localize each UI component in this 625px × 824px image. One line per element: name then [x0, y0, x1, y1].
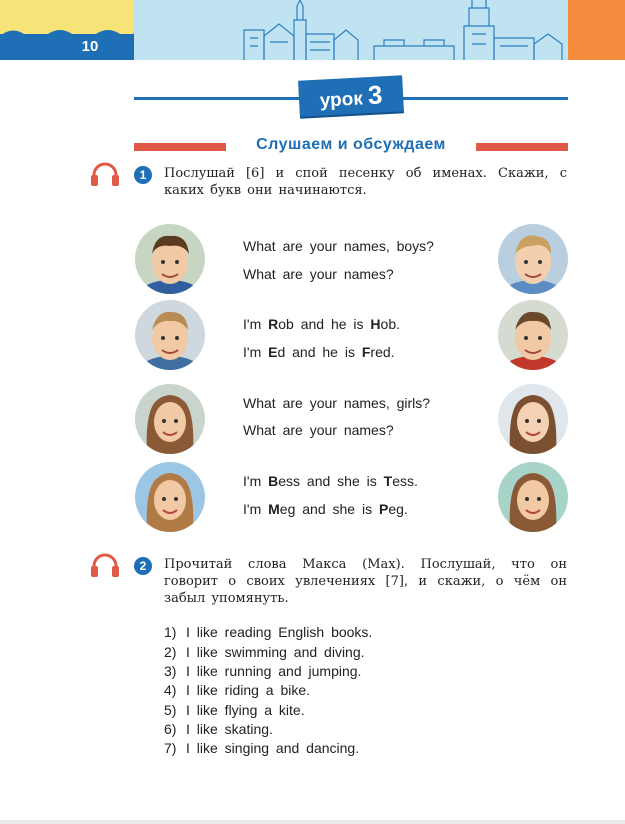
boy-avatar: [498, 224, 568, 294]
header-right-block: [568, 0, 625, 60]
boy-avatar: [498, 300, 568, 370]
girl-avatar: [498, 462, 568, 532]
boy-avatar: [135, 224, 205, 294]
lesson-number: 3: [367, 79, 384, 111]
header-city-illustration: [134, 0, 568, 60]
headphones-icon: [90, 552, 120, 578]
page-bottom-edge: [0, 820, 625, 824]
list-item: 3) I like running and jumping.: [164, 663, 362, 679]
list-item: 4) I like riding a bike.: [164, 682, 311, 698]
dialog-line: I'm Bess and she is Tess.: [243, 473, 418, 489]
girl-avatar: [135, 462, 205, 532]
lesson-title: [298, 75, 404, 116]
girl-avatar: [135, 384, 205, 454]
headphones-icon: [90, 161, 120, 187]
dialog-line: I'm Ed and he is Fred.: [243, 344, 395, 360]
dialog-line: What are your names?: [243, 266, 394, 282]
boy-avatar: [135, 300, 205, 370]
section-title: Слушаем и обсуждаем: [256, 136, 446, 153]
list-item: 1) I like reading English books.: [164, 624, 373, 640]
dialog-line: What are your names, boys?: [243, 238, 434, 254]
girl-avatar: [498, 384, 568, 454]
list-item: 5) I like flying a kite.: [164, 702, 305, 718]
lesson-word: урок: [319, 88, 364, 112]
section-bar-left: [134, 143, 226, 151]
page-number: 10: [81, 38, 99, 55]
list-item: 6) I like skating.: [164, 721, 273, 737]
dialog-line: I'm Meg and she is Peg.: [243, 501, 408, 517]
section-bar-right: [476, 143, 568, 151]
exercise-instructions: Прочитай слова Макса (Max). Послушай, что он говорит о своих увлечениях [7], и скажи, о чём он забыл упомянуть.: [164, 557, 567, 606]
dialog-line: I'm Rob and he is Hob.: [243, 316, 401, 332]
exercise-number: 1: [134, 166, 152, 184]
exercise-instructions: Послушай [6] и спой песенку об именах. Скажи, с каких букв они начинаются.: [164, 166, 567, 198]
dialog-line: What are your names, girls?: [243, 395, 431, 411]
list-item: 7) I like singing and dancing.: [164, 740, 360, 756]
exercise-number: 2: [134, 557, 152, 575]
dialog-line: What are your names?: [243, 422, 394, 438]
city-skyline-icon: [134, 0, 568, 60]
list-item: 2) I like swimming and diving.: [164, 644, 365, 660]
